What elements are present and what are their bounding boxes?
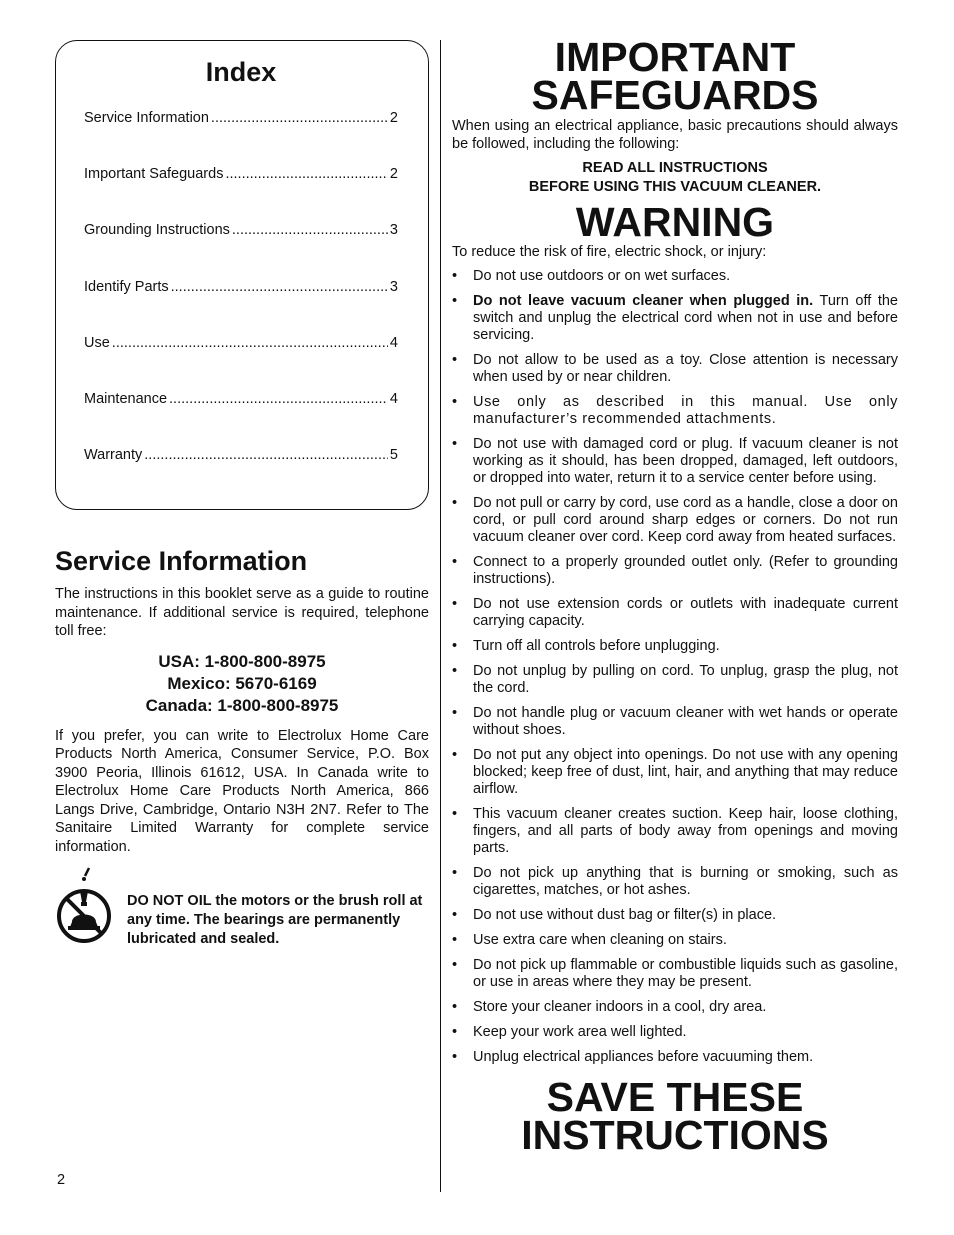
index-item-page: 3 [389,278,398,295]
index-item-label: Grounding Instructions [84,222,230,239]
index-item-page: 2 [389,110,398,126]
index-item[interactable] [84,222,398,278]
list-item: • Turn off all controls before unplugging. [452,638,898,655]
safeguard-list [452,268,898,1066]
index-item-page: 5 [389,447,398,464]
list-item: • Do not pick up flammable or combustible liquids such as gasoline, or use in areas where they may be present. [452,957,898,991]
index-item[interactable] [84,447,398,503]
list-item: • Use extra care when cleaning on stairs. [452,932,898,949]
index-item[interactable] [84,335,398,391]
service-title: Service Information [55,546,308,576]
index-item-page: 3 [389,222,398,239]
phone-numbers [55,651,429,717]
index-item-page: 2 [389,166,398,183]
phone-canada: Canada: 1-800-800-8975 [145,695,339,715]
column-divider [440,40,441,1192]
list-item: • Do not use without dust bag or filter(s) in place. [452,907,898,924]
service-intro: The instructions in this booklet serve as a guide to routine maintenance. If additional service is required, telephone toll free: [55,586,429,639]
list-item: • Do not pick up anything that is burning or smoking, such as cigarettes, matches, or hot ashes. [452,865,898,899]
list-item: • Connect to a properly grounded outlet only. (Refer to grounding instructions). [452,554,898,588]
list-item: • Do not pull or carry by cord, use cord as a handle, close a door on cord, or pull cord around sharp edges or corners. Do not run vacuum cleaner over cord. Keep cord away from heated surfaces. [452,495,898,546]
safeguards-intro: When using an electrical appliance, basic precautions should always be followed, including the following: [452,118,898,152]
index-item-label: Use [84,334,110,351]
index-item-page: 4 [389,390,398,407]
index-item-page: 4 [389,334,398,351]
index-item-label: Maintenance [84,390,168,407]
index-item[interactable] [84,166,398,222]
list-item: • Keep your work area well lighted. [452,1024,898,1041]
index-title: Index [205,57,277,87]
no-oil-icon [55,864,113,944]
warning-heading: WARNING [575,199,775,245]
safeguards-title: IMPORTANT SAFEGUARDS [531,34,819,118]
left-column [55,40,429,949]
list-item: • Unplug electrical appliances before vacuuming them. [452,1049,898,1066]
list-item: • Do not use outdoors or on wet surfaces. [452,268,898,285]
page-number: 2 [57,1172,66,1188]
index-box [55,40,429,510]
phone-mexico: Mexico: 5670-6169 [167,673,317,693]
list-item: • Store your cleaner indoors in a cool, dry area. [452,999,898,1016]
list-item: • Do not use with damaged cord or plug. If vacuum cleaner is not working as it should, has been dropped, damaged, left outdoors, or dropped into water, return it to a service center before using. [452,436,898,487]
list-item: • Do not handle plug or vacuum cleaner with wet hands or operate without shoes. [452,705,898,739]
oil-warning-text: DO NOT OIL the motors or the brush roll at any time. The bearings are permanently lubricated and sealed. [127,893,423,947]
right-column [452,34,898,1158]
index-list [84,110,398,503]
index-item[interactable] [84,279,398,335]
read-all-instructions: READ ALL INSTRUCTIONS BEFORE USING THIS VACUUM CLEANER. [528,160,822,195]
phone-usa: USA: 1-800-800-8975 [158,651,326,671]
save-instructions-heading: SAVE THESE INSTRUCTIONS [521,1074,829,1158]
service-write: If you prefer, you can write to Electrolux Home Care Products North America, Consumer Service, P.O. Box 3900 Peoria, Illinois 61612, USA. In Canada write to Electrolux Home Care Products North America, 866 Langs Drive, Cambridge, Ontario N3H 2N7. Refer to The Sanitaire Limited Warranty for complete service information. [55,727,429,855]
index-item-label: Service Information [84,110,209,126]
list-item: • Do not allow to be used as a toy. Close attention is necessary when used by or near children. [452,352,898,386]
list-item: • Do not put any object into openings. Do not use with any opening blocked; keep free of dust, lint, hair, and anything that may reduce airflow. [452,747,898,798]
list-item: • This vacuum cleaner creates suction. Keep hair, loose clothing, fingers, and all parts of body away from openings and moving parts. [452,806,898,857]
index-item[interactable] [84,110,398,166]
list-item: • Do not use extension cords or outlets with inadequate current carrying capacity. [452,596,898,630]
index-item[interactable] [84,391,398,447]
index-item-label: Warranty [84,447,143,464]
list-item: • Do not unplug by pulling on cord. To unplug, grasp the plug, not the cord. [452,663,898,697]
warning-intro: To reduce the risk of fire, electric shock, or injury: [452,244,767,260]
list-item: • Do not leave vacuum cleaner when plugged in. Turn off the switch and unplug the electrical cord when not in use and before servicing. [452,293,898,344]
index-item-label: Important Safeguards [84,166,224,183]
index-item-label: Identify Parts [84,278,169,295]
list-item: • Use only as described in this manual. Use only manufacturer’s recommended attachments. [452,394,898,428]
oil-warning [55,864,429,949]
